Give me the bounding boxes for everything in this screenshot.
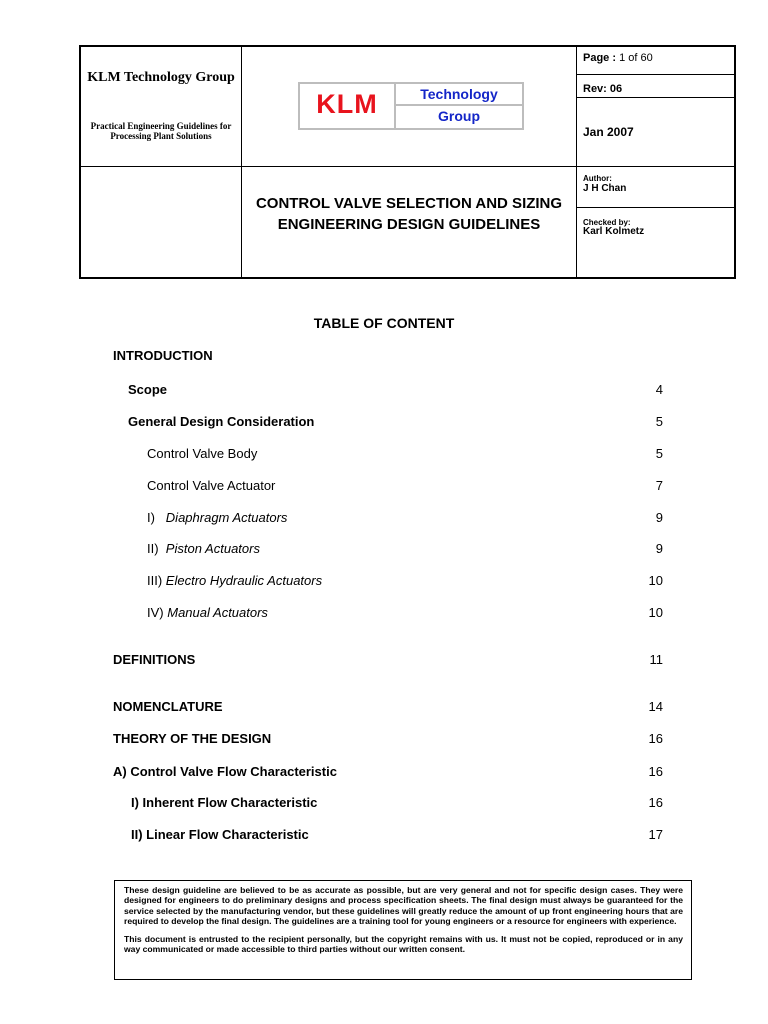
toc-entry-label: A) Control Valve Flow Characteristic [113, 764, 337, 779]
toc-entry-page: 16 [648, 795, 663, 810]
toc-entry-label: INTRODUCTION [113, 348, 213, 363]
company-tagline: Practical Engineering Guidelines for Processing Plant Solutions [90, 121, 232, 141]
toc-entry-label: Control Valve Actuator [147, 478, 276, 493]
toc-entry-label: Scope [128, 382, 168, 397]
disclaimer-paragraph: These design guideline are believed to be as accurate as possible, but are very general and not for specific design cases. They were designed for engineers to do preliminary designs and process specification sheets. The final design must always be guaranteed for the service selected by the manufacturing vendor, but these guidelines will greatly reduce the amount of up front engineering hours that are required to develop the final design. The guidelines are a training tool for young engineers or a resource for engineers with experience. [124, 885, 683, 927]
toc-entry-page: 5 [655, 446, 663, 461]
document-header-table [79, 45, 736, 279]
toc-entry-label: General Design Consideration [128, 414, 315, 429]
toc-entry-text: Manual Actuators [167, 605, 268, 620]
company-name: KLM Technology Group [87, 70, 235, 85]
author-name: J H Chan [583, 183, 627, 194]
disclaimer-paragraph: This document is entrusted to the recipient personally, but the copyright remains with us. It must not be copied, reproduced or in any way communicated or made accessible to third parties without our written consent. [124, 933, 683, 955]
toc-entry [0, 348, 768, 368]
toc-entry-label [147, 605, 268, 620]
toc-entry-label: THEORY OF THE DESIGN [113, 731, 272, 746]
toc-entry-page: 7 [655, 478, 663, 493]
toc-entry-page: 9 [655, 510, 663, 525]
toc-entry [0, 652, 768, 672]
toc-entry [0, 446, 768, 466]
toc-entry-page: 10 [648, 573, 663, 588]
toc-entry-label: DEFINITIONS [113, 652, 196, 667]
toc-entry [0, 510, 768, 530]
toc-entry [0, 478, 768, 498]
toc-entry-number: I) [147, 510, 155, 525]
toc-entry-text: Diaphragm Actuators [165, 510, 288, 525]
author-label: Author: [583, 174, 612, 183]
page-number [583, 52, 653, 64]
klm-logo [298, 82, 524, 130]
document-date: Jan 2007 [583, 125, 634, 139]
toc-entry-page: 4 [655, 382, 663, 397]
toc-entry-page: 16 [648, 764, 663, 779]
toc-entry [0, 605, 768, 625]
toc-entry-page: 11 [649, 652, 663, 667]
toc-entry-number: IV) [147, 605, 164, 620]
toc-entry-number: II) [147, 541, 159, 556]
toc-entry-label: NOMENCLATURE [113, 699, 223, 714]
header-divider [576, 97, 734, 98]
toc-entry-page: 10 [648, 605, 663, 620]
toc-entry-text: Electro Hydraulic Actuators [165, 573, 323, 588]
toc-title: TABLE OF CONTENT [313, 315, 455, 331]
toc-entry-page: 17 [648, 827, 663, 842]
toc-entry-text: Piston Actuators [165, 541, 260, 556]
revision: Rev: 06 [583, 83, 623, 95]
disclaimer-box [114, 880, 692, 980]
toc-entry-label [147, 510, 287, 525]
toc-entry [0, 764, 768, 784]
toc-entry [0, 541, 768, 561]
header-divider [81, 166, 734, 167]
toc-entry-page: 14 [648, 699, 663, 714]
toc-entry-page: 9 [655, 541, 663, 556]
toc-entry-page: 16 [648, 731, 663, 746]
toc-entry [0, 827, 768, 847]
toc-entry [0, 731, 768, 751]
header-divider [241, 47, 242, 277]
toc-entry-label: II) Linear Flow Characteristic [131, 827, 309, 842]
logo-technology-text: Technology [396, 84, 522, 106]
toc-entry [0, 382, 768, 402]
toc-entry [0, 414, 768, 434]
page-value: 1 of 60 [619, 52, 653, 64]
toc-entry [0, 795, 768, 815]
logo-group-text: Group [438, 108, 480, 124]
toc-entry-label [147, 541, 260, 556]
page-label: Page : [583, 52, 617, 64]
logo-klm-text: KLM [300, 84, 396, 128]
header-divider [576, 207, 734, 208]
document-title: CONTROL VALVE SELECTION AND SIZING ENGINEERING DESIGN GUIDELINES [255, 195, 563, 233]
checked-by-label: Checked by: [583, 218, 631, 227]
header-divider [576, 74, 734, 75]
toc-entry-label: Control Valve Body [147, 446, 258, 461]
toc-entry-label: I) Inherent Flow Characteristic [131, 795, 318, 810]
toc-entry [0, 573, 768, 593]
toc-entry-label [147, 573, 322, 588]
checked-by-name: Karl Kolmetz [583, 226, 645, 237]
toc-entry-number: III) [147, 573, 163, 588]
toc-entry [0, 699, 768, 719]
toc-entry-page: 5 [655, 414, 663, 429]
header-divider [576, 47, 577, 277]
